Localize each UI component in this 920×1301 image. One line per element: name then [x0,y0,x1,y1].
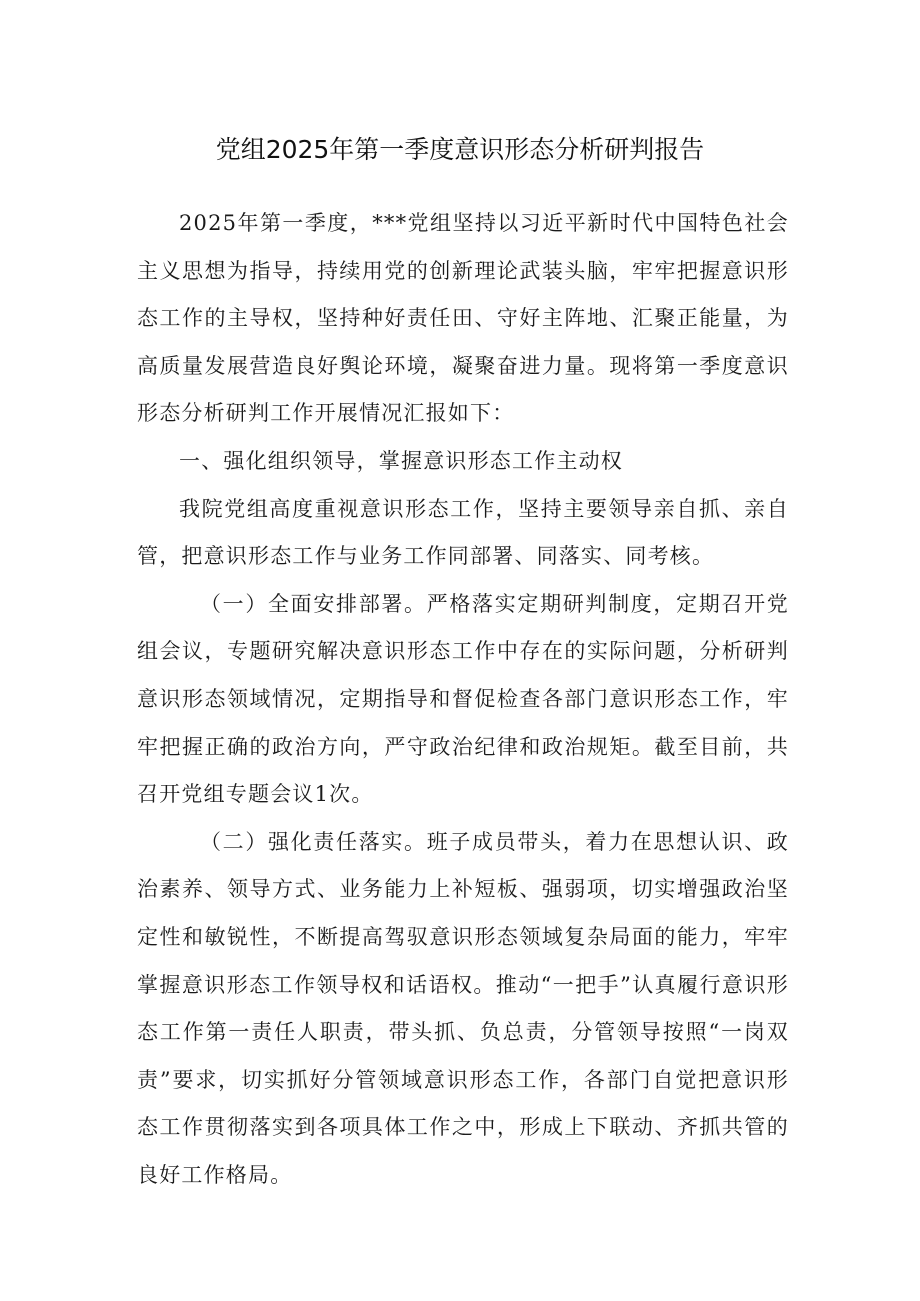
document-title: 党组2025年第一季度意识形态分析研判报告 [215,135,705,164]
section-heading-1: 一、强化组织领导，掌握意识形态工作主动权 [179,448,623,473]
document-body [137,200,789,1199]
intro-paragraph: 2025年第一季度，***党组坚持以习近平新时代中国特色社会主义思想为指导，持续用党的创新理论武装头脑，牢牢把握意识形态工作的主导权，坚持种好责任田、守好主阵地、汇聚正能量，为高质量发展营造良好舆论环境，凝聚奋进力量。现将第一季度意识形态分析研判工作开展情况汇报如下： [137,211,789,426]
item-1-paragraph: （一）全面安排部署。严格落实定期研判制度，定期召开党组会议，专题研究解决意识形态工作中存在的实际问题，分析研判意识形态领域情况，定期指导和督促检查各部门意识形态工作，牢牢把握正确的政治方向，严守政治纪律和政治规矩。截至目前，共召开党组专题会议1次。 [137,591,789,807]
section-1-paragraph: 我院党组高度重视意识形态工作，坚持主要领导亲自抓、亲自管，把意识形态工作与业务工作同部署、同落实、同考核。 [137,496,789,569]
item-2-paragraph: （二）强化责任落实。班子成员带头，着力在思想认识、政治素养、领导方式、业务能力上补短板、强弱项，切实增强政治坚定性和敏锐性，不断提高驾驭意识形态领域复杂局面的能力，牢牢掌握意识形态工作领导权和话语权。推动“一把手”认真履行意识形态工作第一责任人职责，带头抓、负总责，分管领导按照“一岗双责”要求，切实抓好分管领域意识形态工作，各部门自觉把意识形态工作贯彻落实到各项具体工作之中，形成上下联动、齐抓共管的良好工作格局。 [137,829,789,1187]
